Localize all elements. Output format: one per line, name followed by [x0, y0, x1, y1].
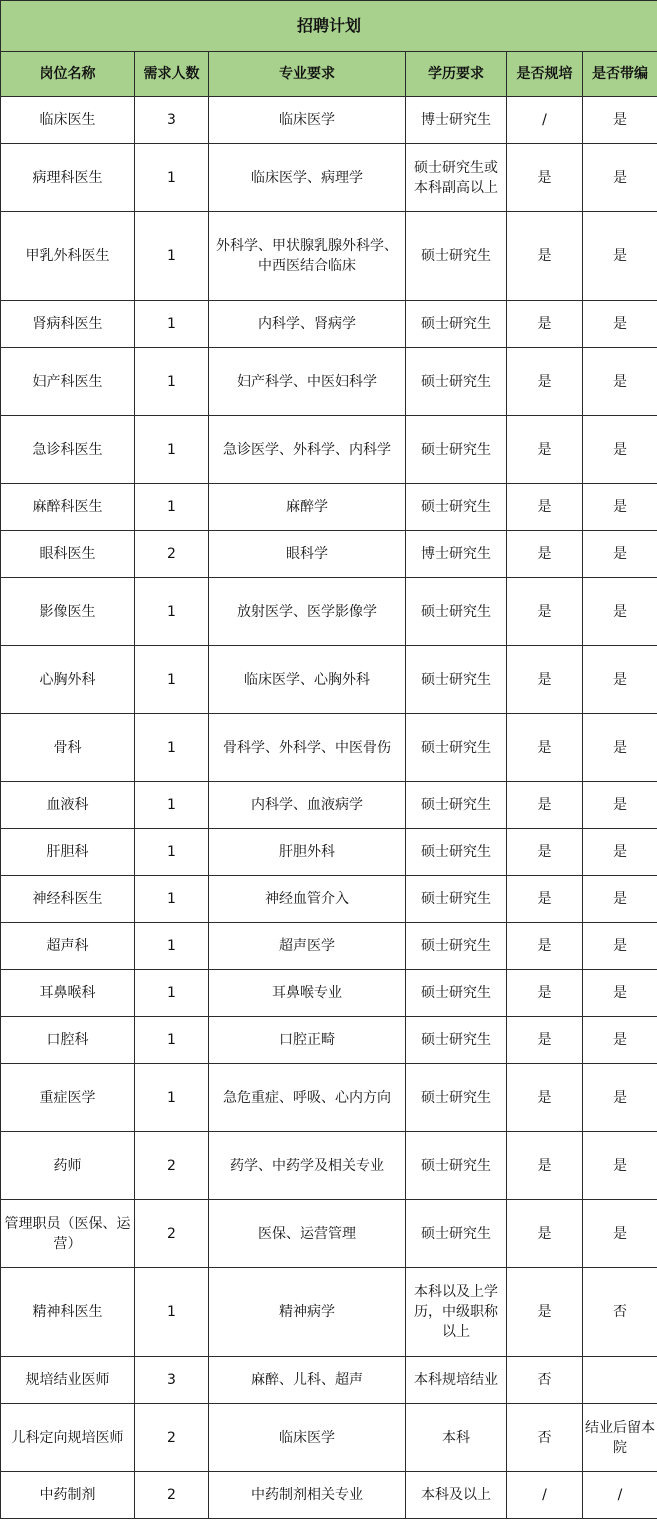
cell-major: 内科学、肾病学: [209, 301, 406, 348]
cell-training: 是: [507, 348, 583, 416]
table-row: [1, 578, 657, 646]
cell-major: 急诊医学、外科学、内科学: [209, 416, 406, 484]
table-row: [1, 416, 657, 484]
table-row: [1, 714, 657, 782]
cell-quota: 是: [583, 97, 657, 144]
cell-training: 否: [507, 1357, 583, 1404]
cell-quota: [583, 1357, 657, 1404]
cell-major: 骨科学、外科学、中医骨伤: [209, 714, 406, 782]
table-row: [1, 212, 657, 301]
cell-position: 影像医生: [1, 578, 135, 646]
cell-training: 是: [507, 646, 583, 714]
cell-count: 1: [135, 782, 209, 829]
cell-position: 血液科: [1, 782, 135, 829]
table-row: [1, 1064, 657, 1132]
cell-major: 药学、中药学及相关专业: [209, 1132, 406, 1200]
cell-quota: 是: [583, 714, 657, 782]
table-row: [1, 1472, 657, 1519]
table-row: [1, 301, 657, 348]
table-row: [1, 1132, 657, 1200]
cell-major: 耳鼻喉专业: [209, 970, 406, 1017]
cell-position: 肾病科医生: [1, 301, 135, 348]
header-quota: 是否带编: [583, 52, 657, 97]
cell-count: 1: [135, 876, 209, 923]
cell-count: 2: [135, 1200, 209, 1268]
cell-major: 内科学、血液病学: [209, 782, 406, 829]
cell-training: 否: [507, 1404, 583, 1472]
cell-position: 规培结业医师: [1, 1357, 135, 1404]
cell-education: 硕士研究生: [406, 1132, 507, 1200]
table-row: [1, 348, 657, 416]
table-row: [1, 1200, 657, 1268]
cell-education: 硕士研究生: [406, 212, 507, 301]
cell-position: 临床医生: [1, 97, 135, 144]
cell-training: 是: [507, 531, 583, 578]
cell-count: 1: [135, 578, 209, 646]
cell-training: /: [507, 97, 583, 144]
cell-education: 本科以及上学历，中级职称以上: [406, 1268, 507, 1357]
cell-major: 外科学、甲状腺乳腺外科学、中西医结合临床: [209, 212, 406, 301]
cell-quota: 是: [583, 1200, 657, 1268]
cell-quota: 是: [583, 212, 657, 301]
cell-education: 本科及以上: [406, 1472, 507, 1519]
cell-position: 麻醉科医生: [1, 484, 135, 531]
cell-education: 硕士研究生: [406, 829, 507, 876]
cell-education: 硕士研究生: [406, 970, 507, 1017]
cell-training: 是: [507, 578, 583, 646]
cell-count: 1: [135, 348, 209, 416]
header-position: 岗位名称: [1, 52, 135, 97]
cell-position: 骨科: [1, 714, 135, 782]
cell-count: 2: [135, 1472, 209, 1519]
cell-quota: 是: [583, 923, 657, 970]
cell-major: 麻醉学: [209, 484, 406, 531]
cell-major: 临床医学: [209, 97, 406, 144]
cell-quota: 是: [583, 531, 657, 578]
cell-count: 1: [135, 1268, 209, 1357]
cell-training: 是: [507, 829, 583, 876]
table-title: 招聘计划: [1, 1, 657, 52]
cell-quota: 是: [583, 970, 657, 1017]
cell-major: 中药制剂相关专业: [209, 1472, 406, 1519]
cell-quota: 是: [583, 782, 657, 829]
cell-quota: 结业后留本院: [583, 1404, 657, 1472]
cell-quota: 否: [583, 1268, 657, 1357]
cell-major: 放射医学、医学影像学: [209, 578, 406, 646]
cell-major: 急危重症、呼吸、心内方向: [209, 1064, 406, 1132]
cell-quota: 是: [583, 1017, 657, 1064]
table-row: [1, 1404, 657, 1472]
cell-count: 1: [135, 646, 209, 714]
cell-quota: 是: [583, 646, 657, 714]
cell-training: 是: [507, 876, 583, 923]
cell-education: 硕士研究生: [406, 416, 507, 484]
cell-education: 硕士研究生: [406, 1064, 507, 1132]
table-row: [1, 531, 657, 578]
cell-count: 1: [135, 923, 209, 970]
cell-major: 医保、运营管理: [209, 1200, 406, 1268]
cell-count: 1: [135, 212, 209, 301]
table-row: [1, 923, 657, 970]
cell-position: 妇产科医生: [1, 348, 135, 416]
cell-position: 重症医学: [1, 1064, 135, 1132]
cell-quota: 是: [583, 1132, 657, 1200]
cell-major: 精神病学: [209, 1268, 406, 1357]
table-row: [1, 646, 657, 714]
cell-position: 儿科定向规培医师: [1, 1404, 135, 1472]
cell-position: 肝胆科: [1, 829, 135, 876]
cell-count: 1: [135, 1064, 209, 1132]
cell-education: 硕士研究生或本科副高以上: [406, 144, 507, 212]
header-count: 需求人数: [135, 52, 209, 97]
cell-position: 耳鼻喉科: [1, 970, 135, 1017]
cell-education: 硕士研究生: [406, 876, 507, 923]
cell-training: 是: [507, 301, 583, 348]
cell-count: 3: [135, 1357, 209, 1404]
cell-count: 1: [135, 144, 209, 212]
cell-training: 是: [507, 1200, 583, 1268]
table-row: [1, 782, 657, 829]
cell-position: 神经科医生: [1, 876, 135, 923]
cell-count: 1: [135, 1017, 209, 1064]
cell-training: 是: [507, 416, 583, 484]
cell-major: 临床医学: [209, 1404, 406, 1472]
table-body: [1, 97, 657, 1519]
cell-major: 神经血管介入: [209, 876, 406, 923]
cell-education: 硕士研究生: [406, 484, 507, 531]
cell-major: 麻醉、儿科、超声: [209, 1357, 406, 1404]
cell-education: 硕士研究生: [406, 578, 507, 646]
cell-training: 是: [507, 714, 583, 782]
cell-training: 是: [507, 782, 583, 829]
cell-major: 眼科学: [209, 531, 406, 578]
cell-education: 硕士研究生: [406, 646, 507, 714]
cell-major: 临床医学、病理学: [209, 144, 406, 212]
header-training: 是否规培: [507, 52, 583, 97]
cell-count: 2: [135, 531, 209, 578]
cell-quota: 是: [583, 301, 657, 348]
cell-position: 管理职员（医保、运营）: [1, 1200, 135, 1268]
cell-major: 妇产科学、中医妇科学: [209, 348, 406, 416]
cell-education: 本科: [406, 1404, 507, 1472]
table-row: [1, 876, 657, 923]
cell-position: 精神科医生: [1, 1268, 135, 1357]
header-major: 专业要求: [209, 52, 406, 97]
header-education: 学历要求: [406, 52, 507, 97]
cell-position: 急诊科医生: [1, 416, 135, 484]
cell-position: 口腔科: [1, 1017, 135, 1064]
cell-position: 病理科医生: [1, 144, 135, 212]
cell-major: 口腔正畸: [209, 1017, 406, 1064]
cell-education: 硕士研究生: [406, 301, 507, 348]
table-row: [1, 144, 657, 212]
cell-position: 药师: [1, 1132, 135, 1200]
cell-education: 硕士研究生: [406, 1200, 507, 1268]
cell-training: 是: [507, 484, 583, 531]
cell-training: 是: [507, 1268, 583, 1357]
cell-education: 硕士研究生: [406, 1017, 507, 1064]
cell-count: 1: [135, 829, 209, 876]
cell-quota: 是: [583, 1064, 657, 1132]
cell-count: 1: [135, 301, 209, 348]
cell-training: 是: [507, 144, 583, 212]
cell-training: 是: [507, 212, 583, 301]
table-row: [1, 97, 657, 144]
cell-quota: 是: [583, 484, 657, 531]
cell-training: 是: [507, 1064, 583, 1132]
cell-education: 本科规培结业: [406, 1357, 507, 1404]
cell-training: 是: [507, 923, 583, 970]
table-row: [1, 829, 657, 876]
cell-count: 2: [135, 1132, 209, 1200]
cell-education: 硕士研究生: [406, 923, 507, 970]
cell-count: 1: [135, 416, 209, 484]
cell-quota: 是: [583, 348, 657, 416]
cell-education: 博士研究生: [406, 97, 507, 144]
cell-count: 1: [135, 714, 209, 782]
cell-education: 硕士研究生: [406, 782, 507, 829]
cell-training: /: [507, 1472, 583, 1519]
table-row: [1, 1357, 657, 1404]
cell-quota: 是: [583, 829, 657, 876]
cell-position: 超声科: [1, 923, 135, 970]
cell-count: 1: [135, 484, 209, 531]
cell-major: 肝胆外科: [209, 829, 406, 876]
cell-education: 硕士研究生: [406, 714, 507, 782]
cell-quota: 是: [583, 578, 657, 646]
cell-major: 临床医学、心胸外科: [209, 646, 406, 714]
cell-quota: 是: [583, 876, 657, 923]
cell-count: 3: [135, 97, 209, 144]
cell-quota: 是: [583, 144, 657, 212]
cell-education: 博士研究生: [406, 531, 507, 578]
table-row: [1, 1268, 657, 1357]
cell-position: 眼科医生: [1, 531, 135, 578]
cell-training: 是: [507, 1017, 583, 1064]
cell-count: 1: [135, 970, 209, 1017]
cell-position: 中药制剂: [1, 1472, 135, 1519]
cell-training: 是: [507, 970, 583, 1017]
cell-position: 心胸外科: [1, 646, 135, 714]
cell-count: 2: [135, 1404, 209, 1472]
cell-quota: 是: [583, 416, 657, 484]
cell-education: 硕士研究生: [406, 348, 507, 416]
cell-quota: /: [583, 1472, 657, 1519]
cell-major: 超声医学: [209, 923, 406, 970]
cell-training: 是: [507, 1132, 583, 1200]
table-row: [1, 1017, 657, 1064]
table-row: [1, 970, 657, 1017]
table-row: [1, 484, 657, 531]
cell-position: 甲乳外科医生: [1, 212, 135, 301]
